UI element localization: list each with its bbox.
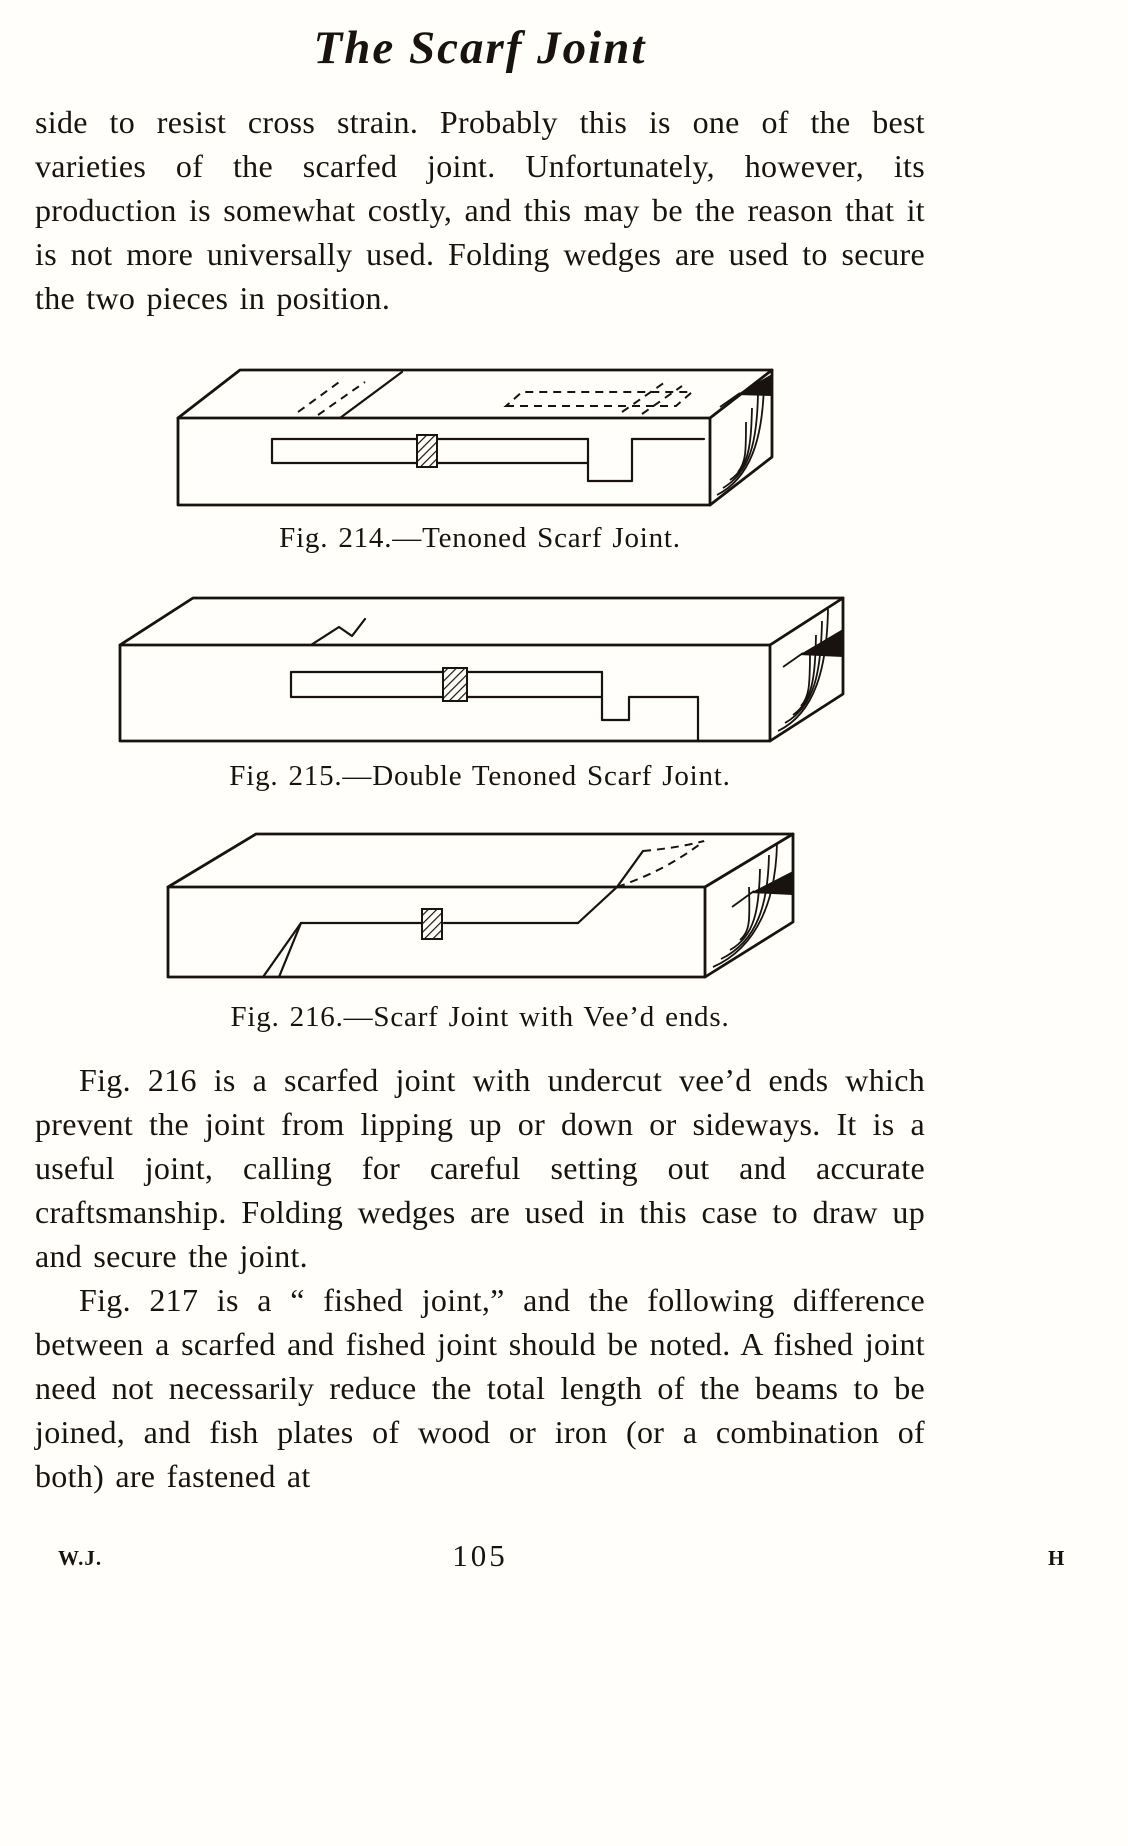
veed-scarf-joint-drawing — [160, 829, 800, 989]
figure-214 — [35, 360, 925, 555]
intro-paragraph: side to resist cross strain. Probably this is one of the best varieties of the scarfed joint. Unfortunately, however, its production is somewhat costly, and this may be the reason that it is not more universally used. Folding wedges are used to secure the two pieces in position. — [35, 104, 925, 317]
tenoned-scarf-joint-drawing — [170, 360, 790, 510]
footer-author-initials: W.J. — [58, 1546, 103, 1570]
page-title: The Scarf Joint — [313, 22, 647, 74]
footer-page-number: 105 — [452, 1538, 508, 1573]
double-tenoned-scarf-joint-drawing — [115, 593, 845, 748]
joint-key — [422, 909, 442, 939]
text-column — [35, 20, 925, 1498]
grain-knot — [736, 374, 772, 396]
joint-lines — [291, 619, 698, 741]
wood-grain — [717, 382, 764, 495]
grain-knot — [750, 871, 793, 895]
joint-lines — [272, 372, 704, 481]
figure-215 — [35, 593, 925, 793]
joint-key — [417, 435, 437, 467]
beam-outline — [178, 370, 772, 505]
wood-grain — [778, 609, 828, 731]
hidden-lines — [617, 841, 704, 887]
joint-key — [443, 668, 467, 701]
figure-214-caption: Fig. 214.—Tenoned Scarf Joint. — [279, 522, 681, 555]
figure-216 — [35, 829, 925, 1034]
beam-outline — [168, 834, 793, 977]
figure-216-caption: Fig. 216.—Scarf Joint with Vee’d ends. — [230, 1001, 730, 1034]
beam-outline — [120, 598, 843, 741]
footer-signature-mark: H — [1048, 1546, 1065, 1570]
hidden-lines — [298, 380, 692, 415]
page-footer — [0, 1538, 1128, 1578]
joint-lines — [263, 851, 643, 977]
figure-215-caption: Fig. 215.—Double Tenoned Scarf Joint. — [229, 760, 731, 793]
paragraph-fig216-description: Fig. 216 is a scarfed joint with undercut vee’d ends which prevent the joint from lipping up or down or sideways. It is a useful joint, calling for careful setting out and accurate craftsmanship. Folding wedges are used in this case to draw up and secure the joint. — [35, 1062, 925, 1275]
paragraph-fig217-description: Fig. 217 is a “ fished joint,” and the following difference between a scarfed and fished joint should be noted. A fished joint need not necessarily reduce the total length of the beams to be joined, and fish plates of wood or iron (or a combination of both) are fastened at — [35, 1282, 925, 1495]
